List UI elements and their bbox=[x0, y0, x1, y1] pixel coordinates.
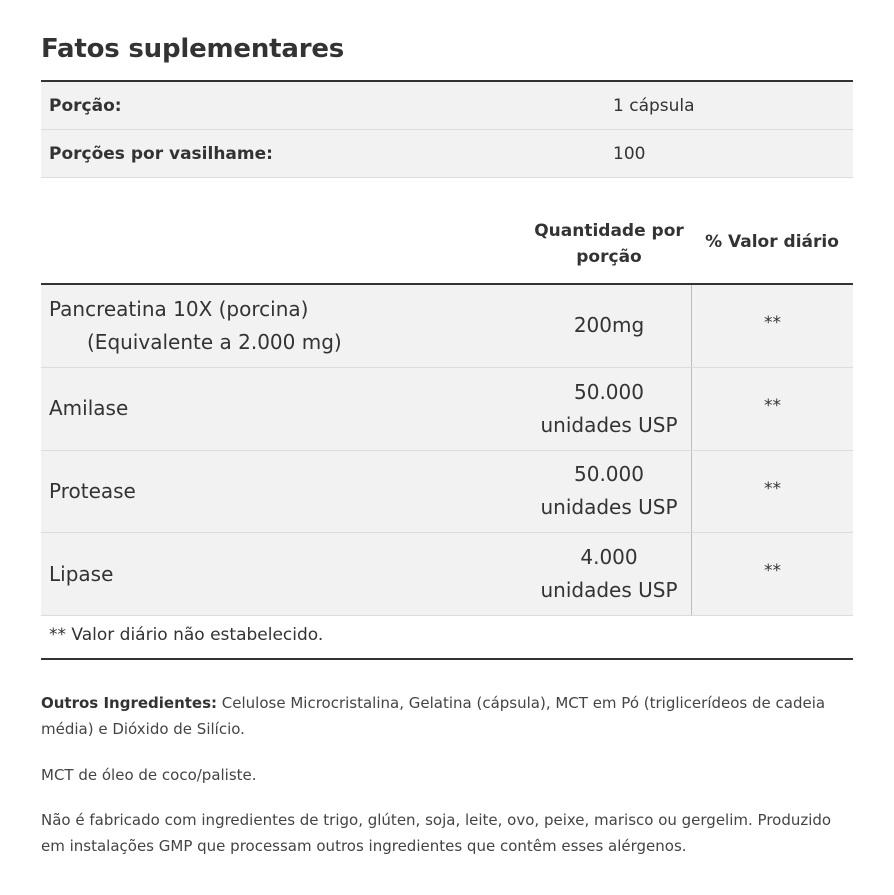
serving-info bbox=[41, 80, 853, 178]
servings-per-container-row bbox=[41, 130, 853, 178]
nutrient-amount-unit: unidades USP bbox=[540, 413, 678, 437]
allergen-note: Não é fabricado com ingredientes de trigo, glúten, soja, leite, ovo, peixe, marisco ou gergelim. Produzido em instalações GMP que processam outros ingredientes que contêm esses alérgenos. bbox=[41, 811, 832, 855]
amount-per-serving-header bbox=[529, 218, 689, 270]
footnote-text: ** Valor diário não estabelecido. bbox=[49, 625, 324, 645]
nutrient-name-main: Pancreatina 10X (porcina) bbox=[49, 297, 309, 321]
serving-size-value: 1 cápsula bbox=[613, 96, 695, 116]
nutrient-amount bbox=[529, 541, 689, 607]
nutrient-amount-value: 4.000 bbox=[580, 545, 638, 569]
nutrient-daily-value: ** bbox=[691, 285, 853, 367]
nutrient-amount bbox=[529, 309, 689, 342]
other-ingredients bbox=[41, 690, 853, 742]
page-title: Fatos suplementares bbox=[41, 34, 345, 64]
other-ingredients-label: Outros Ingredientes: bbox=[41, 694, 218, 712]
mct-note: MCT de óleo de coco/paliste. bbox=[41, 766, 257, 784]
nutrient-name: Protease bbox=[49, 479, 136, 503]
table-row bbox=[41, 533, 853, 616]
nutrient-table bbox=[41, 283, 853, 616]
nutrient-name: Lipase bbox=[49, 562, 114, 586]
nutrient-amount bbox=[529, 458, 689, 524]
nutrient-daily-value: ** bbox=[691, 533, 853, 615]
other-ingredients-text: Celulose Microcristalina, Gelatina (cápsula), MCT em Pó (triglicerídeos de cadeia média) e Dióxido de Silício. bbox=[41, 694, 826, 738]
table-row bbox=[41, 368, 853, 451]
nutrient-amount-value: 200mg bbox=[573, 313, 645, 337]
table-row bbox=[41, 451, 853, 533]
amount-header-line1: Quantidade por bbox=[534, 221, 684, 241]
nutrient-amount-value: 50.000 bbox=[574, 462, 644, 486]
daily-value-header: % Valor diário bbox=[705, 232, 839, 252]
nutrient-name-sub: (Equivalente a 2.000 mg) bbox=[87, 330, 342, 354]
nutrient-amount-value: 50.000 bbox=[574, 380, 644, 404]
nutrient-amount bbox=[529, 376, 689, 442]
nutrient-daily-value: ** bbox=[691, 368, 853, 450]
nutrient-daily-value: ** bbox=[691, 451, 853, 532]
amount-header-line2: porção bbox=[576, 247, 642, 267]
table-header bbox=[41, 212, 853, 284]
nutrient-amount-unit: unidades USP bbox=[540, 495, 678, 519]
nutrient-name bbox=[49, 293, 342, 359]
footnote bbox=[41, 613, 853, 660]
nutrient-amount-unit: unidades USP bbox=[540, 578, 678, 602]
servings-per-container-label: Porções por vasilhame: bbox=[49, 144, 273, 164]
nutrient-name: Amilase bbox=[49, 396, 129, 420]
servings-per-container-value: 100 bbox=[613, 144, 646, 164]
serving-size-label: Porção: bbox=[49, 96, 122, 116]
table-row bbox=[41, 285, 853, 368]
serving-size-row bbox=[41, 82, 853, 130]
